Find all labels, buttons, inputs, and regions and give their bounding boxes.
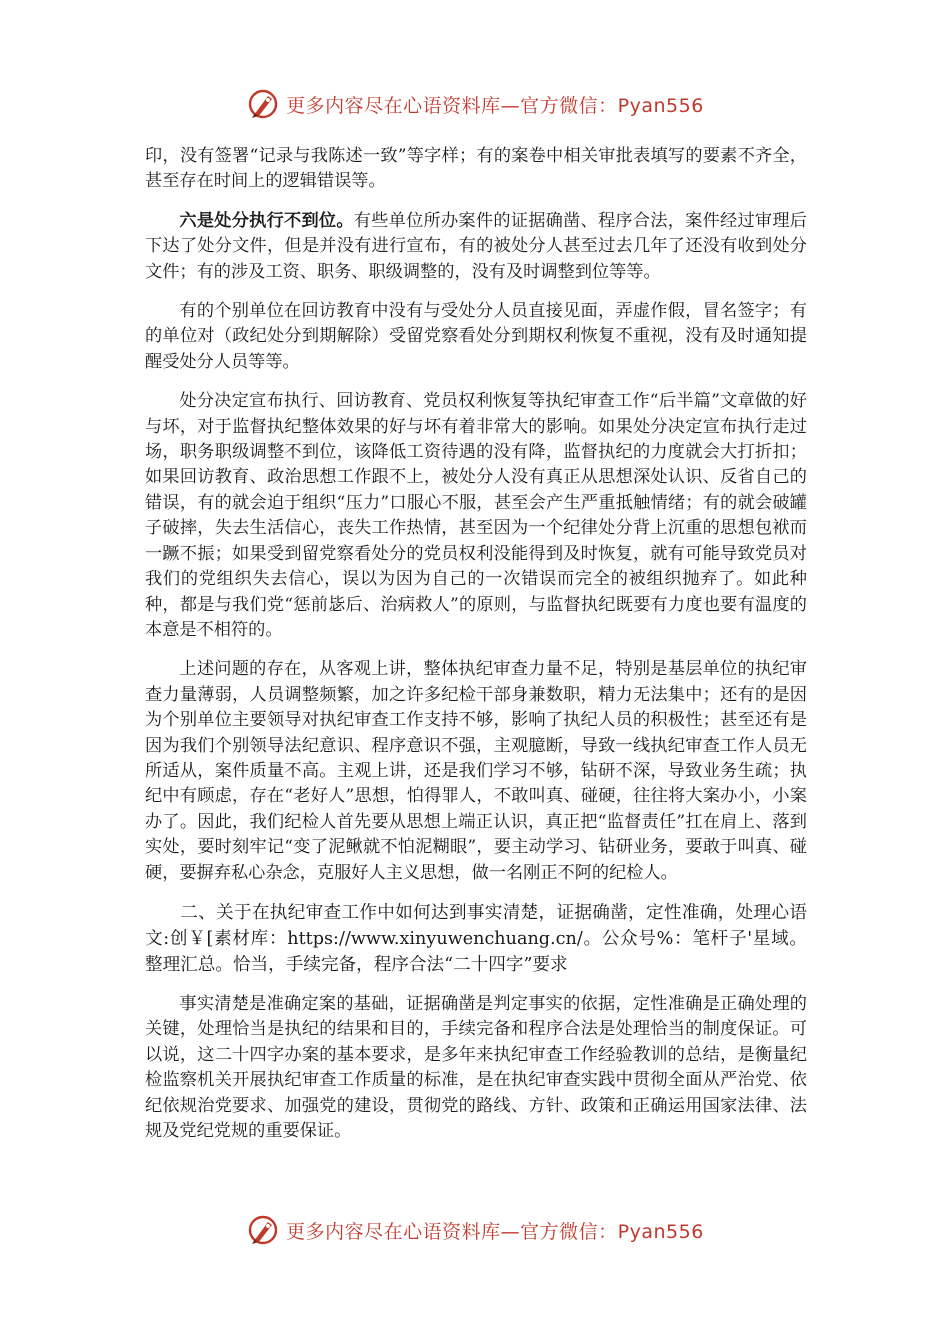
paragraph-4-text: 上述问题的存在，从客观上讲，整体执纪审查力量不足，特别是基层单位的执纪审查力量薄弱，人员调整频繁，加之许多纪检干部身兼数职，精力无法集中；还有的是因为个别单位主要领导对执纪审查工作支持不够，影响了执纪人员的积极性；甚至还有是因为我们个别领导法纪意识、程序意识不强，主观臆断，导致一线执纪审查工作人员无所适从，案件质量不高。主观上讲，还是我们学习不够，钻研不深，导致业务生疏；执纪中有顾虑，存在“老好人”思想，怕得罪人，不敢叫真、碰硬，往往将大案办小，小案办了。因此，我们纪检人首先要从思想上端正认识，真正把“监督责任”扛在肩上、落到实处，要时刻牢记“变了泥鳅就不怕泥糊眼”，要主动学习、钻研业务，要敢于叫真、碰硬，要摒弃私心杂念，克服好人主义思想，做一名刚正不阿的纪检人。 bbox=[145, 659, 807, 883]
paragraph-2-text: 有的个别单位在回访教育中没有与受处分人员直接见面，弄虚作假，冒名签字；有的单位对（政纪处分到期解除）受留党察看处分到期权利恢复不重视，没有及时通知提醒受处分人员等等。 bbox=[145, 301, 807, 372]
paragraph-3 bbox=[145, 389, 807, 643]
document-body bbox=[145, 144, 807, 1158]
paragraph-4 bbox=[145, 657, 807, 886]
paragraph-5-text: 二、关于在执纪审查工作中如何达到事实清楚，证据确凿，定性准确，处理心语文:创￥[素材库：https://www.xinyuwenchuang.cn/。公众号%：笔杆子'星域。整理汇总。恰当，手续完备，程序合法“二十四字”要求 bbox=[145, 902, 807, 975]
header-banner-text: 更多内容尽在心语资料库—官方微信：Pyan556 bbox=[286, 94, 704, 117]
footer-banner-text: 更多内容尽在心语资料库—官方微信：Pyan556 bbox=[286, 1220, 704, 1243]
paragraph-1-lead: 六是处分执行不到位。 bbox=[179, 210, 354, 231]
pen-nib-logo-icon bbox=[246, 1213, 280, 1247]
paragraph-2 bbox=[145, 299, 807, 375]
footer-banner bbox=[0, 1210, 950, 1250]
paragraph-1 bbox=[145, 209, 807, 285]
header-banner bbox=[0, 84, 950, 124]
pen-nib-logo-icon bbox=[246, 87, 280, 121]
section-heading-2 bbox=[145, 900, 807, 978]
paragraph-6-text: 事实清楚是准确定案的基础，证据确凿是判定事实的依据，定性准确是正确处理的关键，处理恰当是执纪的结果和目的，手续完备和程序合法是处理恰当的制度保证。可以说，这二十四字办案的基本要求，是多年来执纪审查工作经验教训的总结，是衡量纪检监察机关开展执纪审查工作质量的标准，是在执纪审查实践中贯彻全面从严治党、依纪依规治党要求、加强党的建设，贯彻党的路线、方针、政策和正确运用国家法律、法规及党纪党规的重要保证。 bbox=[145, 993, 807, 1141]
paragraph-0 bbox=[145, 144, 807, 195]
paragraph-6 bbox=[145, 992, 807, 1144]
paragraph-0-text: 印，没有签署“记录与我陈述一致”等字样；有的案卷中相关审批表填写的要素不齐全，甚至存在时间上的逻辑错误等。 bbox=[145, 146, 807, 192]
paragraph-1-text: 有些单位所办案件的证据确凿、程序合法，案件经过审理后下达了处分文件，但是并没有进行宣布，有的被处分人甚至过去几年了还没有收到处分文件；有的涉及工资、职务、职级调整的，没有及时调整到位等等。 bbox=[145, 210, 807, 282]
paragraph-3-text: 处分决定宣布执行、回访教育、党员权利恢复等执纪审查工作“后半篇”文章做的好与坏，对于监督执纪整体效果的好与坏有着非常大的影响。如果处分决定宣布执行走过场，职务职级调整不到位，该降低工资待遇的没有降，监督执纪的力度就会大打折扣；如果回访教育、政治思想工作跟不上，被处分人没有真正从思想深处认识、反省自己的错误，有的就会迫于组织“压力”口服心不服，甚至会产生严重抵触情绪；有的就会破罐子破摔，失去生活信心，丧失工作热情，甚至因为一个纪律处分背上沉重的思想包袱而一蹶不振；如果受到留党察看处分的党员权利没能得到及时恢复，就有可能导致党员对我们的党组织失去信心，误以为因为自己的一次错误而完全的被组织抛弃了。如此种种，都是与我们党“惩前毖后、治病救人”的原则，与监督执纪既要有力度也要有温度的本意是不相符的。 bbox=[145, 391, 807, 640]
